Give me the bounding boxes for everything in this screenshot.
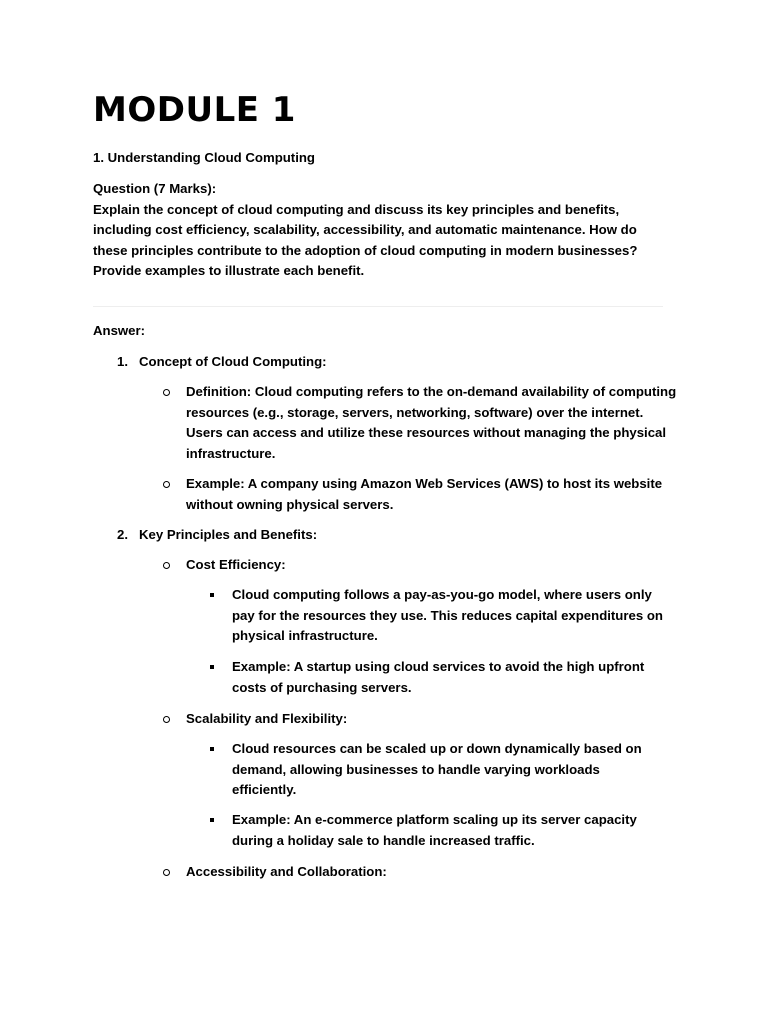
question-text: Explain the concept of cloud computing and discuss its key principles and benefits, including cost efficiency, scalability, accessibility, and automatic maintenance. How do these principles contribute to the adoption of cloud computing in modern businesses? Provide examples to illustrate each benefit.	[93, 201, 638, 279]
item-number: 2.	[117, 527, 128, 542]
subitem-text: Definition: Cloud computing refers to the on-demand availability of computing resources (e.g., storage, servers, networking, software) over the internet. Users can access and utilize these resources without managing the physical infrastructure.	[186, 384, 677, 461]
section-heading: 1. Understanding Cloud Computing	[93, 150, 315, 165]
circle-bullet-icon	[163, 869, 170, 876]
point-text: Example: A startup using cloud services to avoid the high upfront costs of purchasing servers.	[232, 659, 645, 695]
question-block	[93, 179, 683, 282]
subitem-text: Scalability and Flexibility:	[186, 711, 348, 726]
subitem-text: Cost Efficiency:	[186, 557, 286, 572]
answer-label: Answer:	[93, 323, 146, 338]
square-bullet-icon	[210, 665, 214, 669]
item-label: Key Principles and Benefits:	[139, 527, 318, 542]
point-text: Cloud computing follows a pay-as-you-go model, where users only pay for the resources they use. This reduces capital expenditures on physical infrastructure.	[232, 587, 663, 644]
item-label: Concept of Cloud Computing:	[139, 354, 327, 369]
question-label: Question (7 Marks):	[93, 181, 217, 196]
subitem-text: Example: A company using Amazon Web Services (AWS) to host its website without owning physical servers.	[186, 476, 663, 512]
square-bullet-icon	[210, 747, 214, 751]
circle-bullet-icon	[163, 562, 170, 569]
square-bullet-icon	[210, 818, 214, 822]
point-text: Cloud resources can be scaled up or down dynamically based on demand, allowing businesses to handle varying workloads efficiently.	[232, 741, 642, 798]
point-text: Example: An e-commerce platform scaling up its server capacity during a holiday sale to handle increased traffic.	[232, 812, 637, 848]
module-title: MODULE 1	[93, 90, 296, 130]
item-number: 1.	[117, 354, 128, 369]
circle-bullet-icon	[163, 389, 170, 396]
divider	[93, 306, 663, 307]
circle-bullet-icon	[163, 716, 170, 723]
square-bullet-icon	[210, 593, 214, 597]
circle-bullet-icon	[163, 481, 170, 488]
subitem-text: Accessibility and Collaboration:	[186, 864, 387, 879]
